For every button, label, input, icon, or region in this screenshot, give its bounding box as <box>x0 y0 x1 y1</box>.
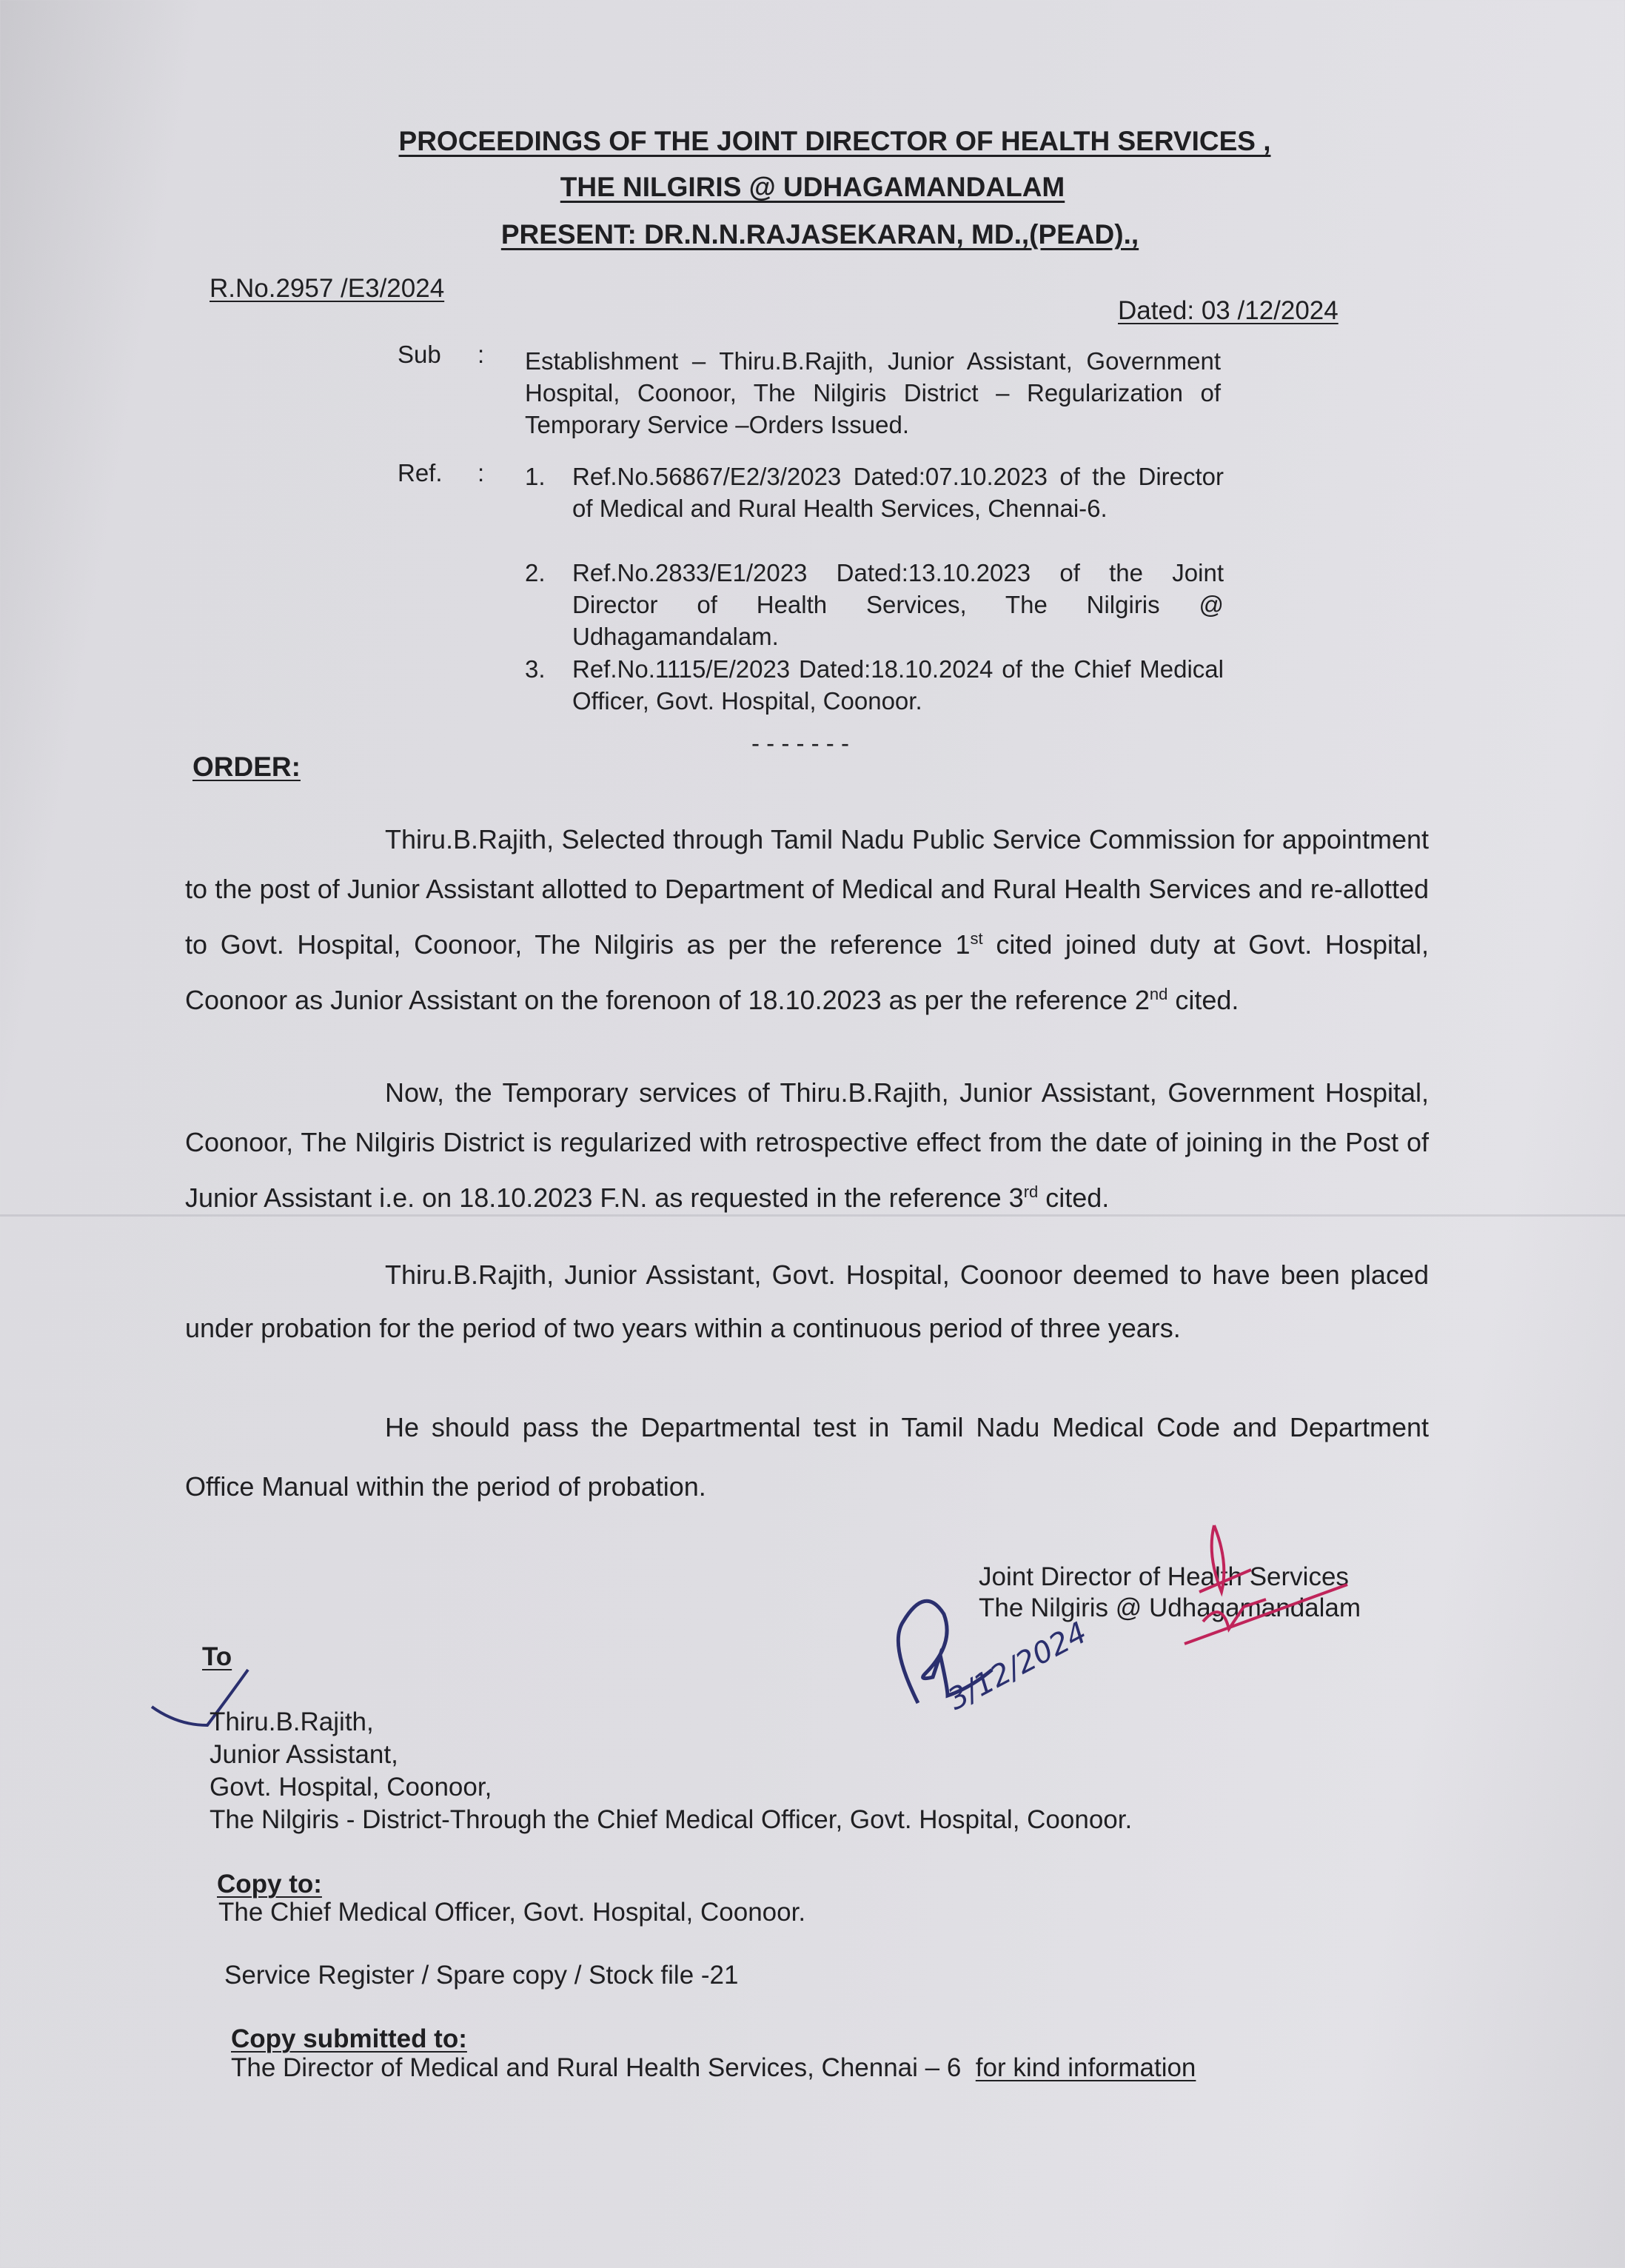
ref-item-number: 2. <box>525 559 546 586</box>
text: cited. <box>1167 985 1239 1015</box>
superscript: rd <box>1023 1182 1039 1201</box>
text: He should pass the Departmental test in Tamil Nadu Medical Code and Department Office Manual within the period of probation. <box>185 1412 1429 1502</box>
copy-to-line: The Chief Medical Officer, Govt. Hospital, Coonoor. <box>218 1898 806 1927</box>
superscript: nd <box>1149 985 1168 1003</box>
ref-item-2 <box>525 557 1224 660</box>
signature-date: 3/12/2024 <box>942 1615 1093 1717</box>
note: for kind information <box>975 2053 1196 2082</box>
header-line-3: PRESENT: DR.N.N.RAJASEKARAN, MD.,(PEAD)., <box>500 219 1139 250</box>
order-heading: ORDER: <box>192 752 301 782</box>
ref-item-text: Ref.No.56867/E2/3/2023 Dated:07.10.2023 of the Director of Medical and Rural Health Services, Chennai-6. <box>572 463 1224 522</box>
to-line-1: Thiru.B.Rajith, <box>210 1707 374 1736</box>
copy-submitted-line <box>231 2053 1196 2083</box>
order-paragraph-1 <box>185 814 1429 1025</box>
ref-item-text: Ref.No.1115/E/2023 Dated:18.10.2024 of the Chief Medical Officer, Govt. Hospital, Coonoor. <box>572 655 1224 715</box>
signatory-office: The Nilgiris @ Udhagamandalam <box>979 1593 1361 1622</box>
order-paragraph-4 <box>185 1398 1429 1516</box>
copy-submitted-heading: Copy submitted to: <box>231 2024 467 2053</box>
text: cited joined duty at Govt. Hospital, Coonoor as Junior Assistant on the forenoon of 18.10.2023 as per the reference 2 <box>185 929 1429 1015</box>
text: Thiru.B.Rajith, Selected through Tamil Nadu Public Service Commission for appointment to the post of Junior Assistant allotted to Department of Medical and Rural Health Services and re-allotted to Govt. Hospital, Coonoor, The Nilgiris as per the reference 1 <box>185 824 1429 960</box>
ref-colon: : <box>478 459 485 486</box>
to-line-3: Govt. Hospital, Coonoor, <box>210 1773 492 1802</box>
signatory-title: Joint Director of Health Services <box>979 1562 1349 1591</box>
text: Thiru.B.Rajith, Junior Assistant, Govt. Hospital, Coonoor deemed to have been placed under probation for the period of two years within a continuous period of three years. <box>185 1260 1429 1343</box>
header-line-2: THE NILGIRIS @ UDHAGAMANDALAM <box>560 172 1065 202</box>
ref-item-1 <box>525 461 1224 564</box>
service-register-line: Service Register / Spare copy / Stock file -21 <box>224 1961 739 1990</box>
ref-item-number: 1. <box>525 463 546 490</box>
ref-label: Ref. <box>398 459 443 486</box>
header-line-1: PROCEEDINGS OF THE JOINT DIRECTOR OF HEALTH SERVICES , <box>398 126 1271 156</box>
sub-label: Sub <box>398 341 441 368</box>
to-line-4: The Nilgiris - District-Through the Chief Medical Officer, Govt. Hospital, Coonoor. <box>210 1805 1133 1834</box>
to-heading: To <box>202 1642 232 1671</box>
order-paragraph-3 <box>185 1248 1429 1355</box>
reference-number: R.No.2957 /E3/2024 <box>210 274 445 303</box>
subject-text: Establishment – Thiru.B.Rajith, Junior Assistant, Government Hospital, Coonoor, The Nilgiris District – Regularization of Temporary Service –Orders Issued. <box>525 347 1221 438</box>
to-line-2: Junior Assistant, <box>210 1740 398 1769</box>
text: Now, the Temporary services of Thiru.B.Rajith, Junior Assistant, Government Hospital, Coonoor, The Nilgiris District is regularized with retrospective effect from the date of joining in the Post of Junior Assistant i.e. on 18.10.2023 F.N. as requested in the reference 3 <box>185 1077 1429 1213</box>
separator: - - - - - - - <box>751 729 849 757</box>
sub-colon: : <box>478 341 485 368</box>
superscript: st <box>970 929 983 948</box>
ref-item-number: 3. <box>525 655 546 683</box>
text: cited. <box>1038 1182 1110 1213</box>
ref-item-text: Ref.No.2833/E1/2023 Dated:13.10.2023 of the Joint Director of Health Services, The Nilgiris @ Udhagamandalam. <box>572 559 1224 650</box>
signature <box>874 1511 1466 1747</box>
text: The Director of Medical and Rural Health Services, Chennai – 6 <box>231 2053 962 2082</box>
ref-item-3 <box>525 653 1224 727</box>
dated: Dated: 03 /12/2024 <box>1118 296 1338 325</box>
copy-to-heading: Copy to: <box>217 1870 322 1899</box>
order-paragraph-2 <box>185 1068 1429 1222</box>
red-initials-stroke <box>1185 1525 1347 1644</box>
